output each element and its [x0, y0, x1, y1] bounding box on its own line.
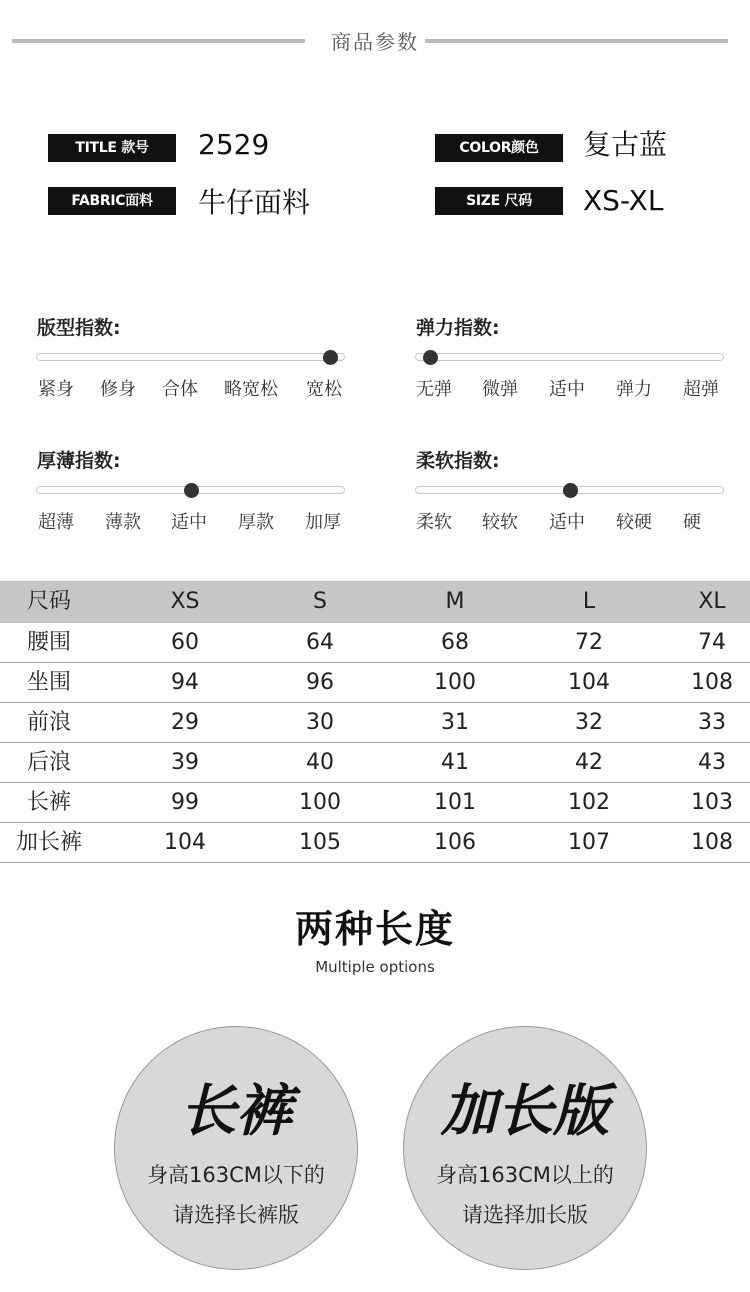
column-header: M	[445, 589, 465, 614]
indicator-label: 适中	[171, 512, 207, 533]
param-badge-fabric: FABRIC面料	[48, 187, 176, 215]
indicator-label: 加厚	[305, 512, 341, 533]
table-cell: 100	[299, 790, 341, 815]
section-title: 商品参数	[331, 30, 419, 54]
table-cell: 74	[698, 630, 726, 655]
column-header: XS	[170, 589, 200, 614]
table-cell: 94	[171, 670, 199, 695]
indicator-label: 较软	[482, 512, 518, 533]
indicator-label: 硬	[683, 512, 701, 533]
indicator-label: 弹力	[616, 379, 652, 400]
param-value-fabric: 牛仔面料	[198, 186, 311, 219]
table-cell: 105	[299, 830, 341, 855]
indicator-label: 薄款	[105, 512, 141, 533]
table-cell: 40	[306, 750, 334, 775]
indicator-label: 合体	[162, 379, 198, 400]
column-header: S	[313, 589, 327, 614]
indicator-label: 超薄	[38, 512, 74, 533]
size-table-header	[0, 581, 750, 623]
table-cell: 102	[568, 790, 610, 815]
row-label: 腰围	[26, 630, 71, 655]
table-cell: 104	[568, 670, 610, 695]
table-cell: 31	[441, 710, 469, 735]
row-label: 长裤	[26, 790, 71, 815]
table-cell: 100	[434, 670, 476, 695]
indicator-label: 厚款	[238, 512, 274, 533]
option-card-regular	[114, 1026, 358, 1270]
indicator-track-softness	[415, 486, 724, 494]
indicator-label: 较硬	[616, 512, 652, 533]
param-badge-title: TITLE 款号	[48, 134, 176, 162]
indicator-label: 紧身	[38, 379, 74, 400]
table-cell: 108	[691, 670, 733, 695]
row-label: 坐围	[26, 670, 71, 695]
header-rule-right	[425, 39, 728, 43]
table-cell: 68	[441, 630, 469, 655]
table-cell: 101	[434, 790, 476, 815]
table-cell: 33	[698, 710, 726, 735]
table-cell: 72	[575, 630, 603, 655]
table-cell: 30	[306, 710, 334, 735]
indicator-track-stretch	[415, 353, 724, 361]
indicator-label: 微弹	[482, 379, 518, 400]
table-cell: 39	[171, 750, 199, 775]
row-label: 后浪	[26, 750, 71, 775]
param-value-color: 复古蓝	[583, 128, 668, 161]
param-value-size: XS-XL	[583, 184, 664, 217]
option-card-long	[403, 1026, 647, 1270]
indicator-marker-softness	[563, 483, 578, 498]
param-value-title: 2529	[198, 128, 270, 161]
column-header: L	[582, 589, 596, 614]
indicator-label: 修身	[100, 379, 136, 400]
indicator-track-fit	[36, 353, 345, 361]
table-row	[0, 743, 750, 783]
option-name: 加长版	[441, 1079, 609, 1144]
lengths-title: 两种长度	[294, 907, 455, 951]
table-row	[0, 703, 750, 743]
row-label: 加长裤	[15, 830, 82, 855]
table-cell: 60	[171, 630, 199, 655]
indicator-label: 适中	[549, 512, 585, 533]
table-cell: 32	[575, 710, 603, 735]
option-line-2: 请选择长裤版	[173, 1203, 299, 1227]
indicator-title-thickness: 厚薄指数:	[37, 450, 121, 472]
indicator-label: 无弹	[416, 379, 452, 400]
indicator-label: 宽松	[306, 379, 342, 400]
table-row	[0, 623, 750, 663]
table-cell: 103	[691, 790, 733, 815]
indicator-title-fit: 版型指数:	[37, 317, 121, 339]
indicator-label: 超弹	[683, 379, 719, 400]
indicator-title-softness: 柔软指数:	[416, 450, 500, 472]
param-badge-size: SIZE 尺码	[435, 187, 563, 215]
lengths-subtitle: Multiple options	[315, 958, 435, 976]
column-header: XL	[698, 589, 726, 614]
option-line-1: 身高163CM以上的	[436, 1163, 614, 1187]
table-cell: 96	[306, 670, 334, 695]
option-line-2: 请选择加长版	[462, 1203, 588, 1227]
table-row	[0, 823, 750, 863]
column-header: 尺码	[26, 589, 71, 614]
table-cell: 108	[691, 830, 733, 855]
table-cell: 107	[568, 830, 610, 855]
indicator-marker-fit	[323, 350, 338, 365]
table-cell: 43	[698, 750, 726, 775]
table-cell: 41	[441, 750, 469, 775]
indicator-label: 略宽松	[224, 379, 278, 400]
option-name: 长裤	[180, 1079, 292, 1144]
table-cell: 64	[306, 630, 334, 655]
row-label: 前浪	[26, 710, 71, 735]
table-cell: 104	[164, 830, 206, 855]
indicator-label: 适中	[549, 379, 585, 400]
indicator-label: 柔软	[416, 512, 452, 533]
param-badge-color: COLOR颜色	[435, 134, 563, 162]
indicator-marker-thickness	[184, 483, 199, 498]
table-row	[0, 663, 750, 703]
table-cell: 106	[434, 830, 476, 855]
table-row	[0, 783, 750, 823]
table-cell: 42	[575, 750, 603, 775]
table-cell: 29	[171, 710, 199, 735]
indicator-title-stretch: 弹力指数:	[416, 317, 500, 339]
header-rule-left	[12, 39, 305, 43]
indicator-track-thickness	[36, 486, 345, 494]
option-line-1: 身高163CM以下的	[147, 1163, 325, 1187]
indicator-marker-stretch	[423, 350, 438, 365]
table-cell: 99	[171, 790, 199, 815]
